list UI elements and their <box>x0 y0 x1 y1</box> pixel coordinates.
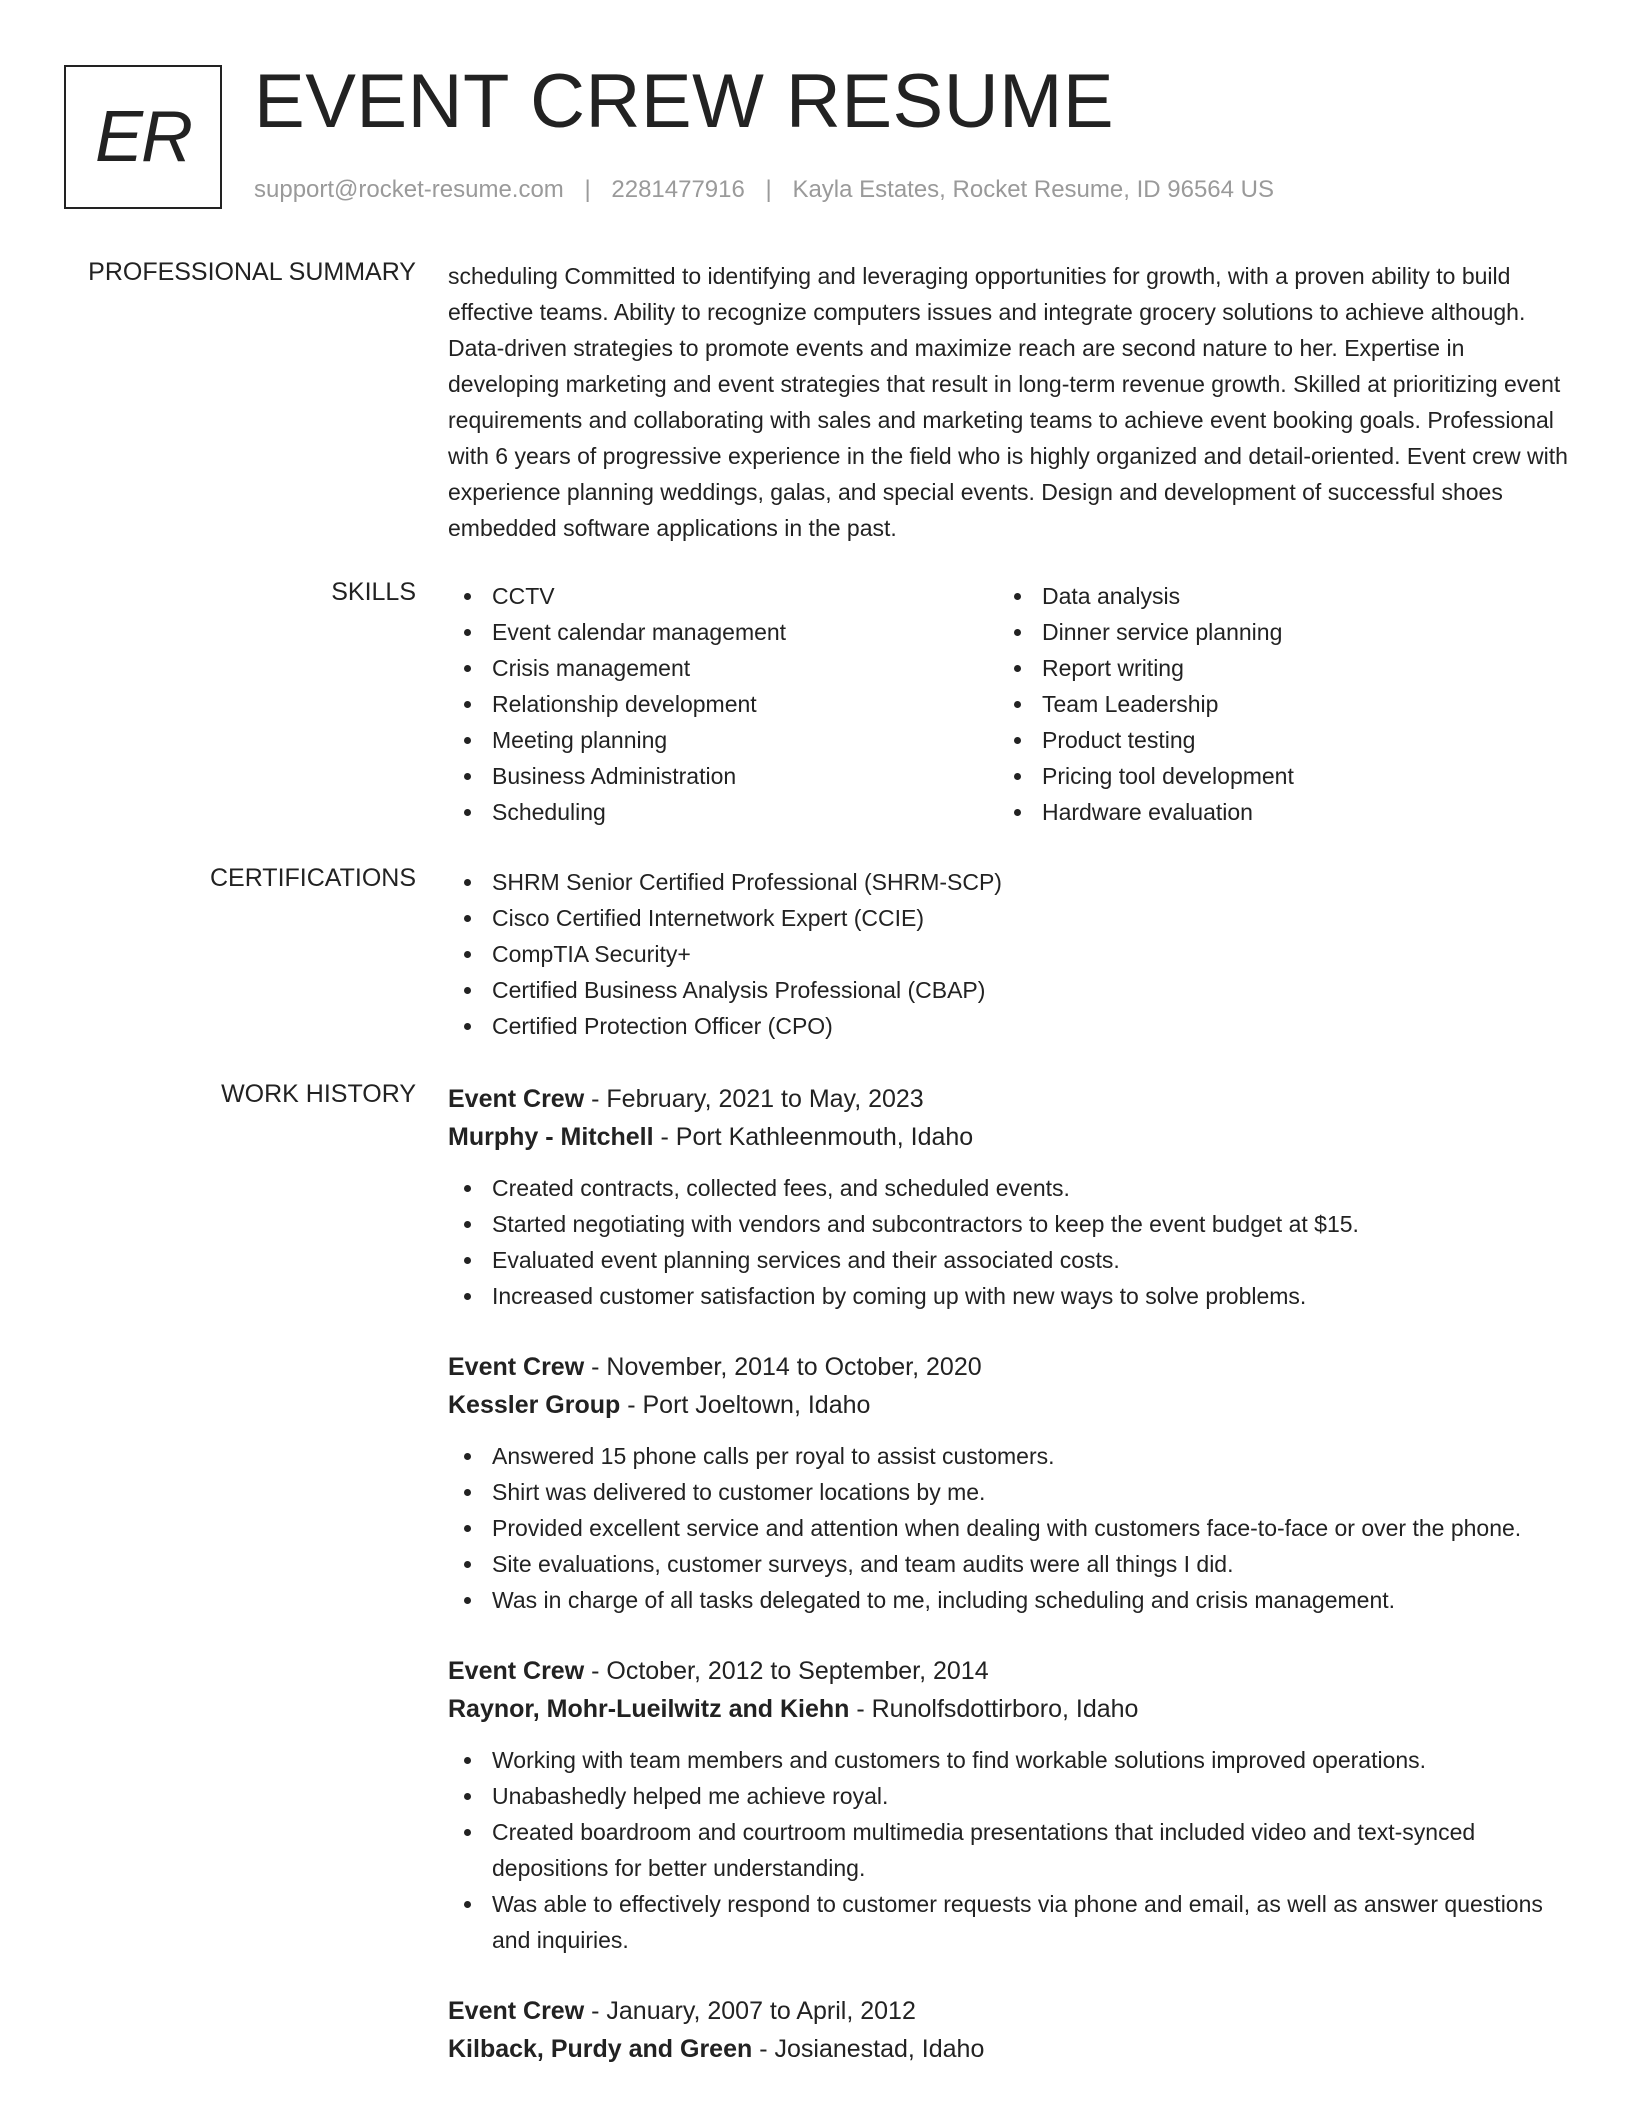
job-duty: Was in charge of all tasks delegated to me, including scheduling and crisis management. <box>448 1582 1572 1618</box>
skill-item: Event calendar management <box>448 614 998 650</box>
job-employer <box>448 2030 1572 2068</box>
skill-item: Product testing <box>998 722 1548 758</box>
skill-item: Relationship development <box>448 686 998 722</box>
contact-address: Kayla Estates, Rocket Resume, ID 96564 US <box>792 176 1274 203</box>
skill-item: Team Leadership <box>998 686 1548 722</box>
monogram <box>64 65 222 209</box>
job-header <box>448 1348 1572 1386</box>
job-dates: - November, 2014 to October, 2020 <box>584 1353 982 1381</box>
skill-item: Dinner service planning <box>998 614 1548 650</box>
job-duty: Answered 15 phone calls per royal to assist customers. <box>448 1438 1572 1474</box>
section-label-summary: PROFESSIONAL SUMMARY <box>88 258 416 286</box>
job-location: - Runolfsdottirboro, Idaho <box>849 1695 1139 1723</box>
certification-item: Cisco Certified Internetwork Expert (CCIE) <box>448 900 1572 936</box>
skills-list-right <box>998 578 1548 830</box>
skill-item: Crisis management <box>448 650 998 686</box>
certification-item: CompTIA Security+ <box>448 936 1572 972</box>
skill-item: Business Administration <box>448 758 998 794</box>
job-location: - Josianestad, Idaho <box>752 2035 985 2063</box>
job-location: - Port Kathleenmouth, Idaho <box>653 1123 974 1151</box>
job-duty: Created boardroom and courtroom multimedia presentations that included video and text-synced depositions for better understanding. <box>448 1814 1572 1886</box>
job-duty: Shirt was delivered to customer locations by me. <box>448 1474 1572 1510</box>
job-duties <box>448 1170 1572 1314</box>
job-entry <box>448 1992 1572 2068</box>
monogram-initials: ER <box>94 97 192 177</box>
contact-separator: | <box>584 176 591 203</box>
job-duty: Increased customer satisfaction by coming up with new ways to solve problems. <box>448 1278 1572 1314</box>
contact-email: support@rocket-resume.com <box>254 176 564 203</box>
job-duty: Created contracts, collected fees, and scheduled events. <box>448 1170 1572 1206</box>
job-header <box>448 1080 1572 1118</box>
job-title: Event Crew <box>448 1997 585 2025</box>
job-dates: - January, 2007 to April, 2012 <box>584 1997 916 2025</box>
job-company: Murphy - Mitchell <box>448 1123 654 1151</box>
job-duty: Unabashedly helped me achieve royal. <box>448 1778 1572 1814</box>
job-duty: Working with team members and customers to find workable solutions improved operations. <box>448 1742 1572 1778</box>
job-employer <box>448 1118 1572 1156</box>
job-duty: Was able to effectively respond to customer requests via phone and email, as well as answer questions and inquiries. <box>448 1886 1572 1958</box>
job-entry <box>448 1652 1572 1958</box>
skills-list-left <box>448 578 998 830</box>
section-label-skills: SKILLS <box>331 578 416 606</box>
job-dates: - February, 2021 to May, 2023 <box>584 1085 924 1113</box>
job-title: Event Crew <box>448 1085 585 1113</box>
skill-item: Meeting planning <box>448 722 998 758</box>
job-duty: Provided excellent service and attention when dealing with customers face-to-face or over the phone. <box>448 1510 1572 1546</box>
job-duty: Site evaluations, customer surveys, and team audits were all things I did. <box>448 1546 1572 1582</box>
job-duties <box>448 1742 1572 1958</box>
summary-text: scheduling Committed to identifying and leveraging opportunities for growth, with a proven ability to build effective teams. Ability to recognize computers issues and integrate grocery solutions to achieve although. Data-driven strategies to promote events and maximize reach are second nature to her. Expertise in developing marketing and event strategies that result in long-term revenue growth. Skilled at prioritizing event requirements and collaborating with sales and marketing teams to achieve event booking goals. Professional with 6 years of progressive experience in the field who is highly organized and detail-oriented. Event crew with experience planning weddings, galas, and special events. Design and development of successful shoes embedded software applications in the past. <box>448 263 1568 541</box>
skill-item: Report writing <box>998 650 1548 686</box>
certification-item: Certified Business Analysis Professional (CBAP) <box>448 972 1572 1008</box>
skill-item: Hardware evaluation <box>998 794 1548 830</box>
skill-item: CCTV <box>448 578 998 614</box>
section-label-certifications: CERTIFICATIONS <box>209 864 416 892</box>
resume-title: EVENT CREW RESUME <box>254 59 1115 144</box>
job-title: Event Crew <box>448 1353 585 1381</box>
contact-separator: | <box>765 176 772 203</box>
skill-item: Pricing tool development <box>998 758 1548 794</box>
job-duty: Started negotiating with vendors and subcontractors to keep the event budget at $15. <box>448 1206 1572 1242</box>
job-employer <box>448 1690 1572 1728</box>
certification-item: Certified Protection Officer (CPO) <box>448 1008 1572 1044</box>
job-dates: - October, 2012 to September, 2014 <box>584 1657 989 1685</box>
section-label-work: WORK HISTORY <box>221 1080 416 1108</box>
skill-item: Scheduling <box>448 794 998 830</box>
job-employer <box>448 1386 1572 1424</box>
job-company: Raynor, Mohr-Lueilwitz and Kiehn <box>448 1695 850 1723</box>
job-header <box>448 1992 1572 2030</box>
job-company: Kilback, Purdy and Green <box>448 2035 753 2063</box>
job-duty: Evaluated event planning services and their associated costs. <box>448 1242 1572 1278</box>
job-company: Kessler Group <box>448 1391 621 1419</box>
job-title: Event Crew <box>448 1657 585 1685</box>
contact-line <box>254 176 1274 204</box>
contact-phone: 2281477916 <box>611 176 745 203</box>
job-location: - Port Joeltown, Idaho <box>620 1391 871 1419</box>
job-header <box>448 1652 1572 1690</box>
certifications-list <box>448 864 1572 1044</box>
job-entry <box>448 1348 1572 1618</box>
job-entry <box>448 1080 1572 1314</box>
certification-item: SHRM Senior Certified Professional (SHRM-SCP) <box>448 864 1572 900</box>
job-duties <box>448 1438 1572 1618</box>
skill-item: Data analysis <box>998 578 1548 614</box>
